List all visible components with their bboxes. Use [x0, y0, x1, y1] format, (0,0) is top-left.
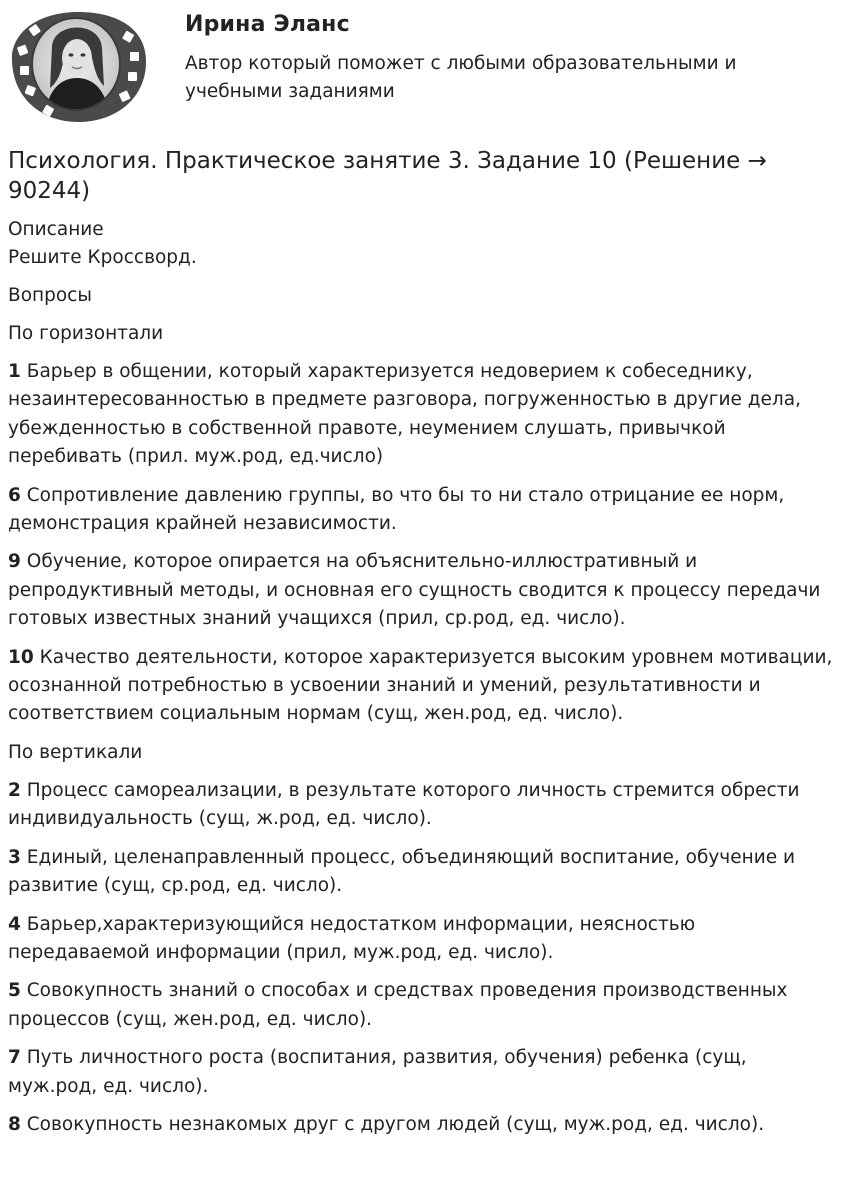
vertical-label: По вертикали	[8, 741, 143, 763]
question-text: Совокупность знаний о способах и средствах проведения производственных процессов (сущ, жен.род, ед. число).	[8, 980, 788, 1030]
description-label: Описание	[8, 219, 104, 240]
question-text: Барьер,характеризующийся недостатком информации, неясностью передаваемой информации (прил, муж.род, ед. число).	[8, 913, 696, 963]
author-description: Автор который поможет с любыми образовательными и учебными заданиями	[185, 53, 737, 102]
questions-label: Вопросы	[8, 285, 92, 306]
author-photo-icon	[6, 6, 152, 128]
question-text: Путь личностного роста (воспитания, развития, обучения) ребенка (сущ, муж.род, ед. число).	[8, 1047, 747, 1097]
question-number: 6	[8, 484, 21, 506]
document-content	[8, 146, 833, 1139]
author-header	[0, 0, 847, 140]
question-text: Барьер в общении, который характеризуется недоверием к собеседнику, незаинтересованностью в предмете разговора, погруженностью в другие дела, убежденностью в собственной правоте, неумением слушать, привычкой перебивать (прил. муж.род, ед.число)	[8, 361, 801, 468]
author-name[interactable]: Ирина Эланс	[185, 12, 350, 37]
question-text: Единый, целенаправленный процесс, объединяющий воспитание, обучение и развитие (сущ, ср.род, ед. число).	[8, 846, 796, 897]
horizontal-label: По горизонтали	[8, 323, 164, 344]
question-number: 9	[8, 551, 21, 573]
question-number: 3	[8, 846, 21, 868]
question-number: 4	[8, 913, 21, 935]
question-horizontal-10	[8, 644, 833, 729]
question-text: Совокупность незнакомых друг с другом людей (сущ, муж.род, ед. число).	[26, 1113, 765, 1135]
question-horizontal-6	[8, 482, 833, 539]
question-number: 1	[8, 361, 21, 382]
question-vertical-5	[8, 977, 833, 1034]
page-title: Психология. Практическое занятие 3. Задание 10 (Решение → 90244)	[8, 148, 767, 204]
question-text: Сопротивление давлению группы, во что бы то ни стало отрицание ее норм, демонстрация крайней независимости.	[8, 484, 785, 535]
question-vertical-7	[8, 1044, 833, 1101]
question-text: Обучение, которое опирается на объяснительно-иллюстративный и репродуктивный методы, и основная его сущность сводится к процессу передачи готовых известных знаний учащихся (прил, ср.род, ед. число).	[8, 551, 821, 630]
question-number: 10	[8, 646, 34, 668]
description-text: Решите Кроссворд.	[8, 247, 197, 268]
question-number: 7	[8, 1047, 21, 1069]
question-horizontal-9	[8, 548, 833, 633]
question-vertical-2	[8, 777, 833, 834]
question-text: Качество деятельности, которое характеризуется высоким уровнем мотивации, осознанной потребностью в усвоении знаний и умений, результативности и соответствием социальным нормам (сущ, жен.род, ед. число).	[8, 646, 833, 725]
question-number: 5	[8, 980, 21, 1002]
question-vertical-4	[8, 911, 833, 968]
question-text: Процесс самореализации, в результате которого личность стремится обрести индивидуальность (сущ, ж.род, ед. число).	[8, 779, 800, 830]
question-horizontal-1	[8, 358, 833, 472]
question-number: 2	[8, 779, 21, 801]
question-vertical-8	[8, 1111, 833, 1139]
question-number: 8	[8, 1113, 21, 1135]
question-vertical-3	[8, 844, 833, 901]
author-avatar	[6, 6, 152, 128]
